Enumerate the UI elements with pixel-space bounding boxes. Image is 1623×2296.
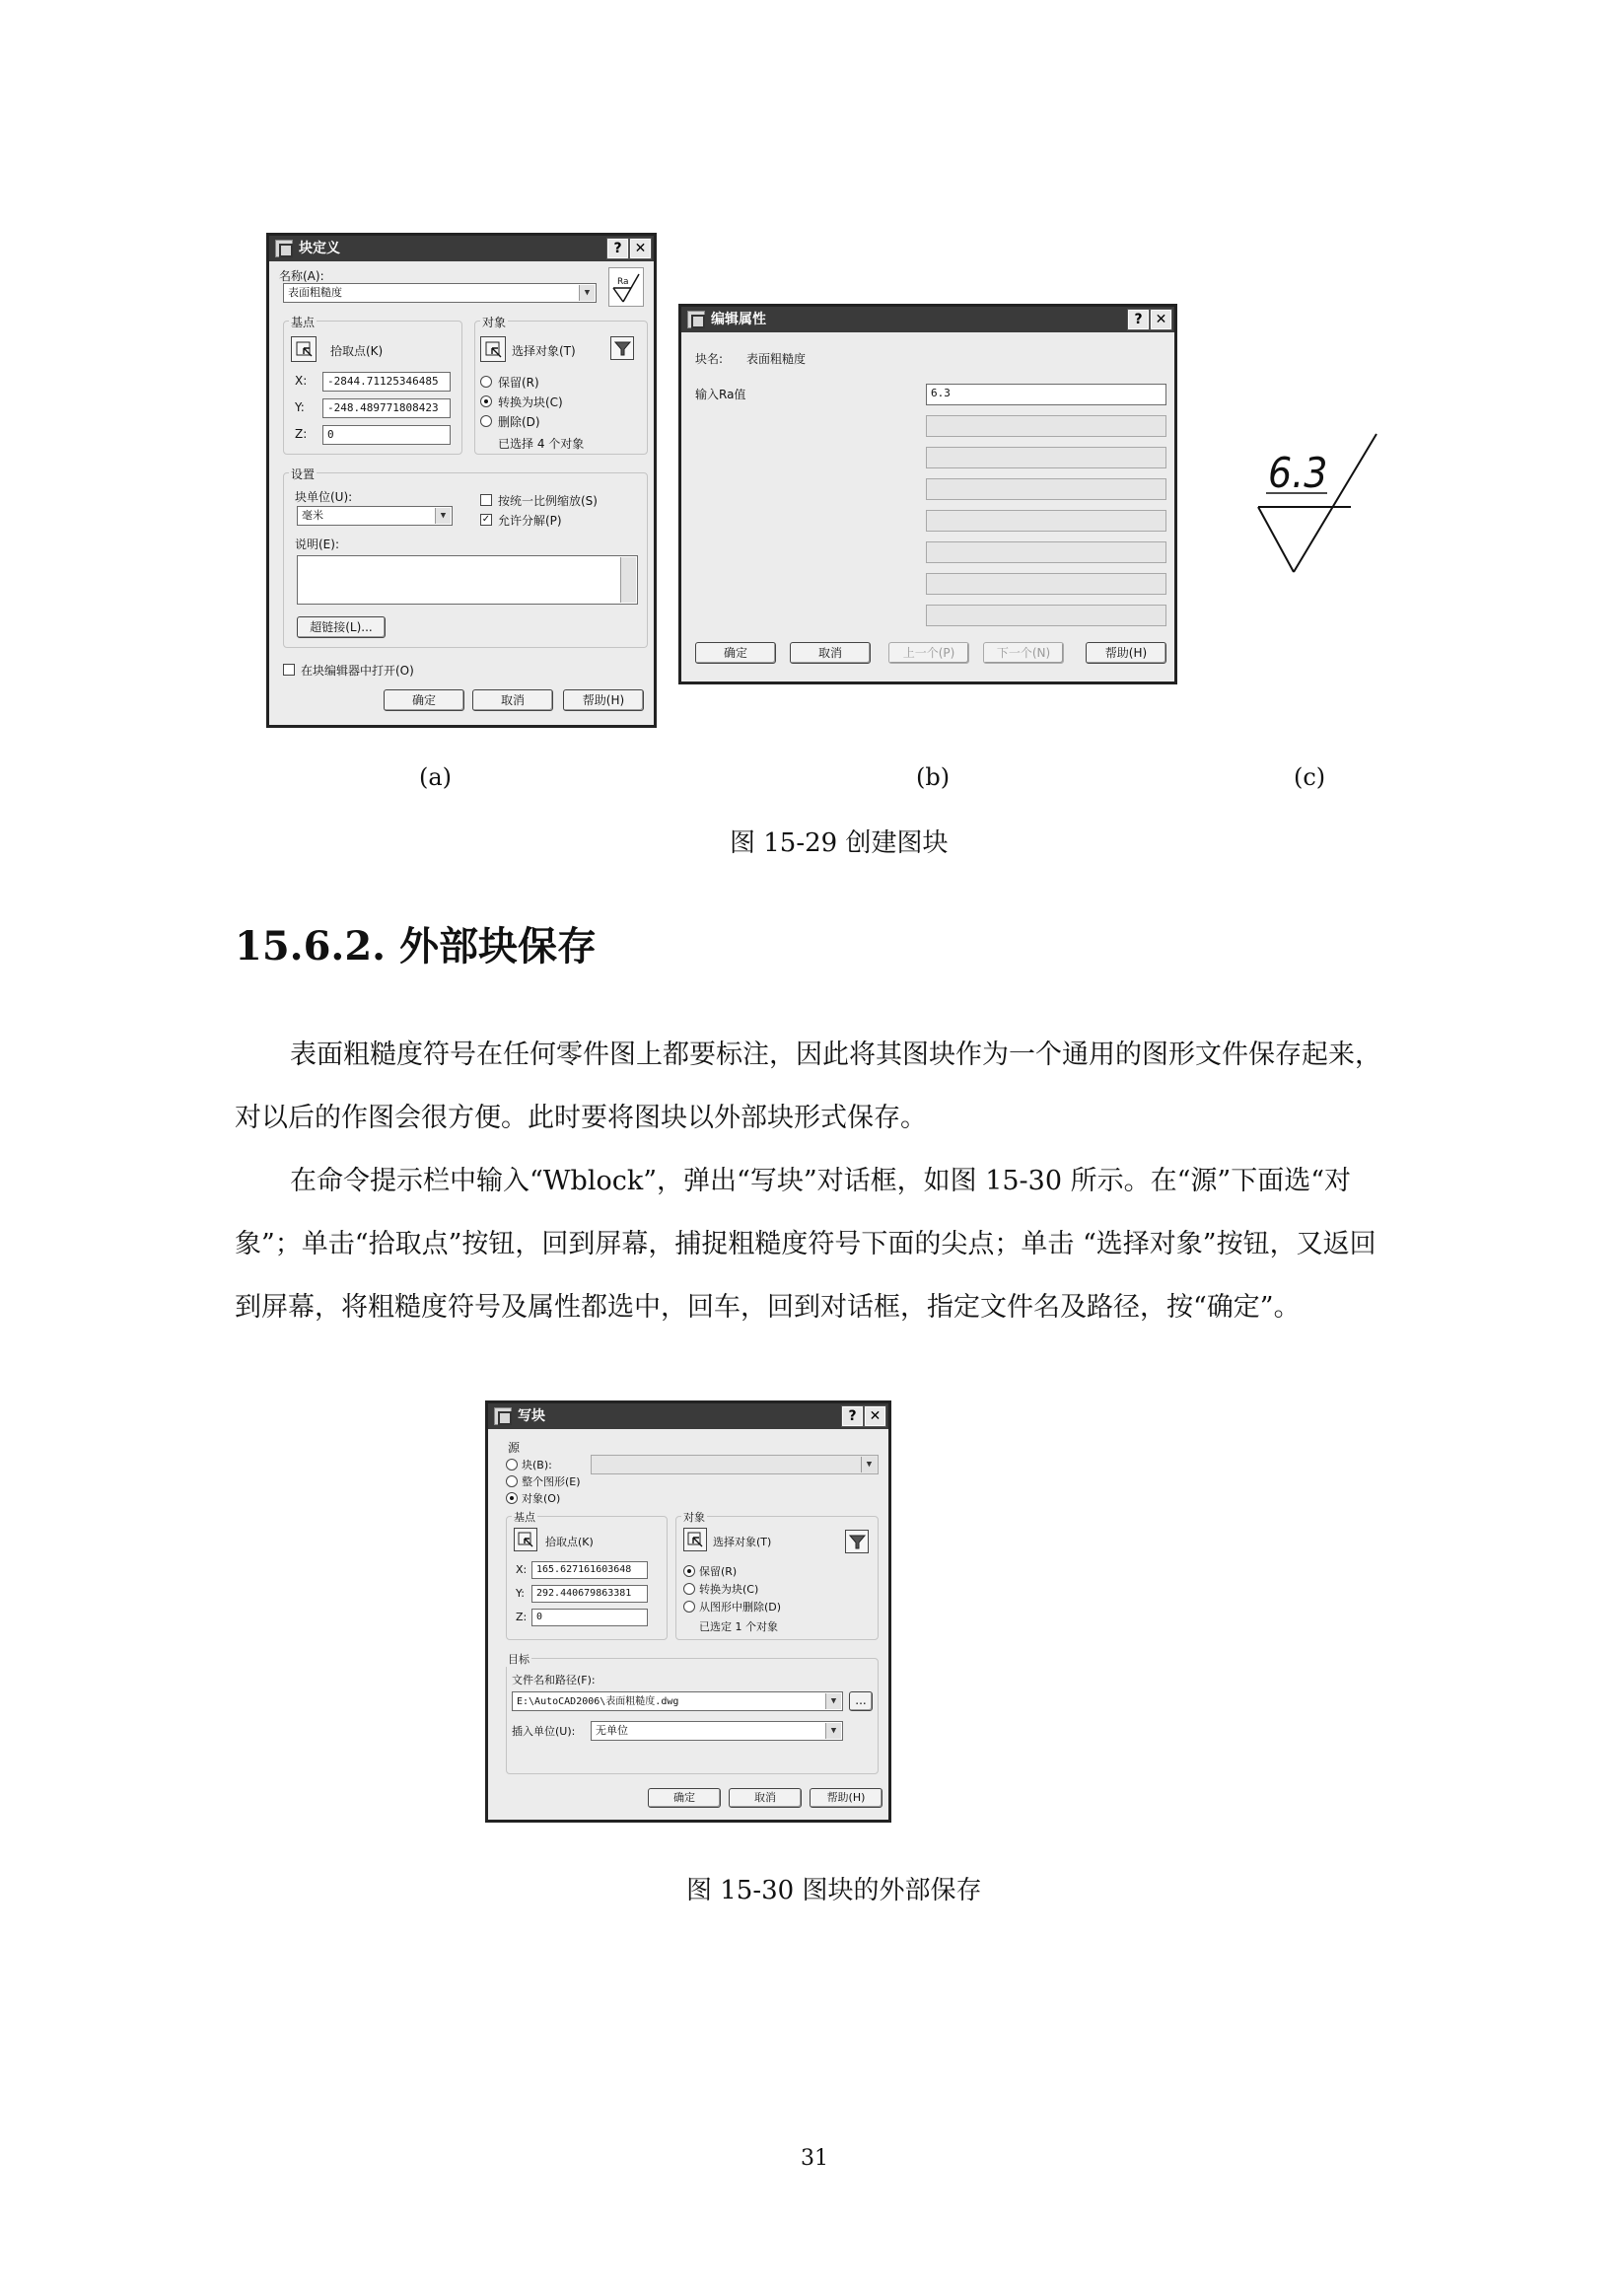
next-button[interactable]: 下一个(N) (983, 642, 1064, 664)
open-in-editor-label: 在块编辑器中打开(O) (301, 664, 414, 678)
block-definition-dialog (266, 233, 657, 728)
y-input[interactable]: 292.440679863381 (531, 1585, 648, 1603)
y-label: Y: (516, 1587, 525, 1600)
ok-button[interactable]: 确定 (648, 1788, 721, 1808)
selected-count: 已选择 4 个对象 (498, 437, 585, 451)
desc-label: 说明(E): (295, 538, 339, 551)
x-label: X: (516, 1563, 528, 1576)
figure-caption-15-29: 图 15-29 创建图块 (730, 828, 949, 858)
select-objects-label: 选择对象(T) (512, 344, 576, 358)
open-in-editor-checkbox[interactable] (283, 664, 295, 676)
help-icon[interactable]: ? (842, 1406, 863, 1426)
help-icon[interactable]: ? (1128, 310, 1149, 329)
pick-point-button[interactable] (514, 1528, 537, 1551)
symbol-left-leg (1258, 507, 1294, 572)
objects-group-title: 对象 (482, 316, 507, 329)
dialog-titlebar (681, 307, 1174, 332)
symbol-value-text: 6.3 (1268, 450, 1328, 498)
attribute-field-8 (926, 605, 1166, 626)
chevron-down-icon[interactable]: ▼ (579, 285, 595, 301)
paragraph-1: 表面粗糙度符号在任何零件图上都要标注，因此将其图块作为一个通用的图形文件保存起来，对以后的作图会很方便。此时要将图块以外部块形式保存。 (235, 1040, 1381, 1133)
x-label: X: (295, 374, 308, 388)
caption-a: (a) (419, 763, 453, 791)
caption-b: (b) (916, 763, 951, 791)
browse-button[interactable]: ... (849, 1691, 873, 1711)
write-block-dialog (485, 1400, 891, 1823)
caption-c: (c) (1294, 763, 1326, 791)
description-textarea[interactable] (297, 555, 638, 605)
cancel-button[interactable]: 取消 (729, 1788, 802, 1808)
attribute-field-6 (926, 541, 1166, 563)
x-input[interactable]: 165.627161603648 (531, 1561, 648, 1579)
block-preview (608, 267, 644, 307)
insert-unit-label: 插入单位(U): (512, 1725, 576, 1738)
delete-radio[interactable] (480, 415, 492, 427)
convert-label: 转换为块(C) (699, 1583, 759, 1596)
app-icon (494, 1407, 512, 1425)
dialog-title: 编辑属性 (711, 312, 766, 327)
retain-label: 保留(R) (498, 376, 539, 390)
hyperlink-button[interactable]: 超链接(L)... (297, 616, 386, 638)
convert-to-block-radio[interactable] (683, 1583, 695, 1595)
help-button[interactable]: 帮助(H) (563, 689, 644, 711)
prev-button[interactable]: 上一个(P) (888, 642, 969, 664)
scale-uniform-label: 按统一比例缩放(S) (498, 494, 598, 508)
block-radio[interactable] (506, 1459, 518, 1471)
attribute-field-2 (926, 415, 1166, 437)
pick-point-label: 拾取点(K) (330, 344, 384, 358)
file-path-value: E:\AutoCAD2006\表面粗糙度.dwg (517, 1696, 679, 1707)
chevron-down-icon[interactable]: ▼ (435, 508, 451, 524)
input-ra-label: 输入Ra值 (695, 388, 746, 401)
x-input[interactable]: -2844.71125346485 (322, 372, 451, 392)
allow-explode-checkbox[interactable]: ✓ (481, 514, 491, 525)
convert-to-block-radio[interactable] (480, 395, 492, 407)
name-label: 名称(A): (279, 269, 324, 283)
attribute-field-7 (926, 573, 1166, 595)
filter-icon (614, 340, 632, 358)
filter-icon (849, 1534, 867, 1551)
page-number: 31 (801, 2146, 828, 2171)
file-path-label: 文件名和路径(F): (512, 1674, 596, 1686)
z-input[interactable]: 0 (531, 1609, 648, 1626)
attribute-field-5 (926, 510, 1166, 532)
app-icon (275, 240, 293, 257)
close-icon[interactable]: ✕ (865, 1406, 885, 1426)
select-objects-icon (484, 340, 504, 360)
entire-radio-label: 整个图形(E) (522, 1475, 581, 1488)
attribute-field-3 (926, 447, 1166, 468)
insert-unit-combo[interactable] (591, 1721, 843, 1741)
insert-unit-value: 无单位 (596, 1724, 628, 1737)
unit-label: 块单位(U): (295, 490, 353, 504)
block-name-label: 块名: (695, 352, 724, 366)
basepoint-group-title: 基点 (291, 316, 316, 329)
roughness-preview-icon (609, 268, 643, 306)
close-icon[interactable]: ✕ (630, 239, 651, 258)
select-objects-label: 选择对象(T) (713, 1536, 772, 1548)
settings-group-title: 设置 (291, 467, 316, 481)
y-label: Y: (295, 400, 305, 414)
pick-point-icon (518, 1532, 535, 1549)
source-group-title: 源 (508, 1441, 521, 1455)
cancel-button[interactable]: 取消 (472, 689, 553, 711)
paragraph-2: 在命令提示栏中输入“Wblock”，弹出“写块”对话框，如图 15-30 所示。在“源”下面选“对象”；单击“拾取点”按钮，回到屏幕，捕捉粗糙度符号下面的尖点；单击 “选择对象”按钮，又返回到屏幕，将粗糙度符号及属性都选中，回车，回到对话框，指定文件名及路径，按“确定”。 (235, 1166, 1376, 1323)
target-group-title: 目标 (508, 1653, 529, 1666)
preview-text: Ra (617, 277, 629, 287)
delete-label: 删除(D) (498, 415, 540, 429)
help-icon[interactable]: ? (607, 239, 628, 258)
edit-attributes-dialog (678, 304, 1177, 684)
ok-button[interactable]: 确定 (695, 642, 776, 664)
z-label: Z: (295, 427, 308, 441)
dialog-titlebar (488, 1403, 888, 1429)
retain-radio[interactable] (480, 376, 492, 388)
quick-select-button[interactable] (845, 1530, 869, 1553)
help-button[interactable]: 帮助(H) (1086, 642, 1166, 664)
block-combo (591, 1455, 879, 1474)
close-icon[interactable]: ✕ (1151, 310, 1171, 329)
block-name-value: 表面粗糙度 (746, 352, 807, 366)
cancel-button[interactable]: 取消 (790, 642, 871, 664)
roughness-symbol (1242, 424, 1400, 582)
attribute-field-4 (926, 478, 1166, 500)
allow-explode-label: 允许分解(P) (498, 514, 562, 528)
basepoint-group-title: 基点 (514, 1511, 535, 1524)
objects-radio[interactable] (506, 1492, 518, 1504)
app-icon (687, 311, 705, 328)
y-input[interactable]: -248.489771808423 (322, 398, 451, 418)
help-button[interactable]: 帮助(H) (810, 1788, 882, 1808)
z-input[interactable]: 0 (322, 425, 451, 445)
name-value: 表面粗糙度 (288, 286, 342, 299)
chevron-down-icon: ▼ (861, 1457, 877, 1472)
pick-point-icon (295, 340, 315, 360)
chevron-down-icon[interactable]: ▼ (825, 1723, 841, 1739)
figure-caption-15-30: 图 15-30 图块的外部保存 (686, 1876, 982, 1905)
selected-count: 已选定 1 个对象 (699, 1620, 778, 1633)
dialog-title: 块定义 (299, 241, 340, 256)
retain-radio[interactable] (683, 1565, 695, 1577)
entire-drawing-radio[interactable] (506, 1475, 518, 1487)
select-objects-button[interactable] (683, 1528, 707, 1551)
ok-button[interactable]: 确定 (384, 689, 464, 711)
section-heading: 15.6.2. 外部块保存 (235, 923, 598, 969)
unit-combo[interactable] (297, 506, 453, 526)
select-objects-icon (687, 1532, 705, 1549)
dialog-titlebar (269, 236, 654, 261)
ra-value-input[interactable]: 6.3 (926, 384, 1166, 405)
unit-value: 毫米 (302, 509, 323, 522)
retain-label: 保留(R) (699, 1565, 738, 1578)
objects-group-title: 对象 (683, 1511, 705, 1524)
select-objects-button[interactable] (480, 336, 506, 362)
name-combo[interactable] (283, 283, 597, 303)
pick-point-label: 拾取点(K) (545, 1536, 594, 1548)
delete-from-drawing-radio[interactable] (683, 1601, 695, 1613)
convert-label: 转换为块(C) (498, 395, 563, 409)
delete-label: 从图形中删除(D) (699, 1601, 782, 1614)
block-radio-label: 块(B): (522, 1459, 552, 1471)
pick-point-button[interactable] (291, 336, 317, 362)
quick-select-button[interactable] (610, 336, 634, 360)
objects-radio-label: 对象(O) (522, 1492, 561, 1505)
scale-uniform-checkbox[interactable] (480, 494, 492, 506)
dialog-title: 写块 (518, 1408, 545, 1424)
file-path-combo[interactable] (512, 1691, 843, 1711)
z-label: Z: (516, 1611, 528, 1623)
scrollbar[interactable] (620, 557, 636, 603)
chevron-down-icon[interactable]: ▼ (825, 1693, 841, 1709)
